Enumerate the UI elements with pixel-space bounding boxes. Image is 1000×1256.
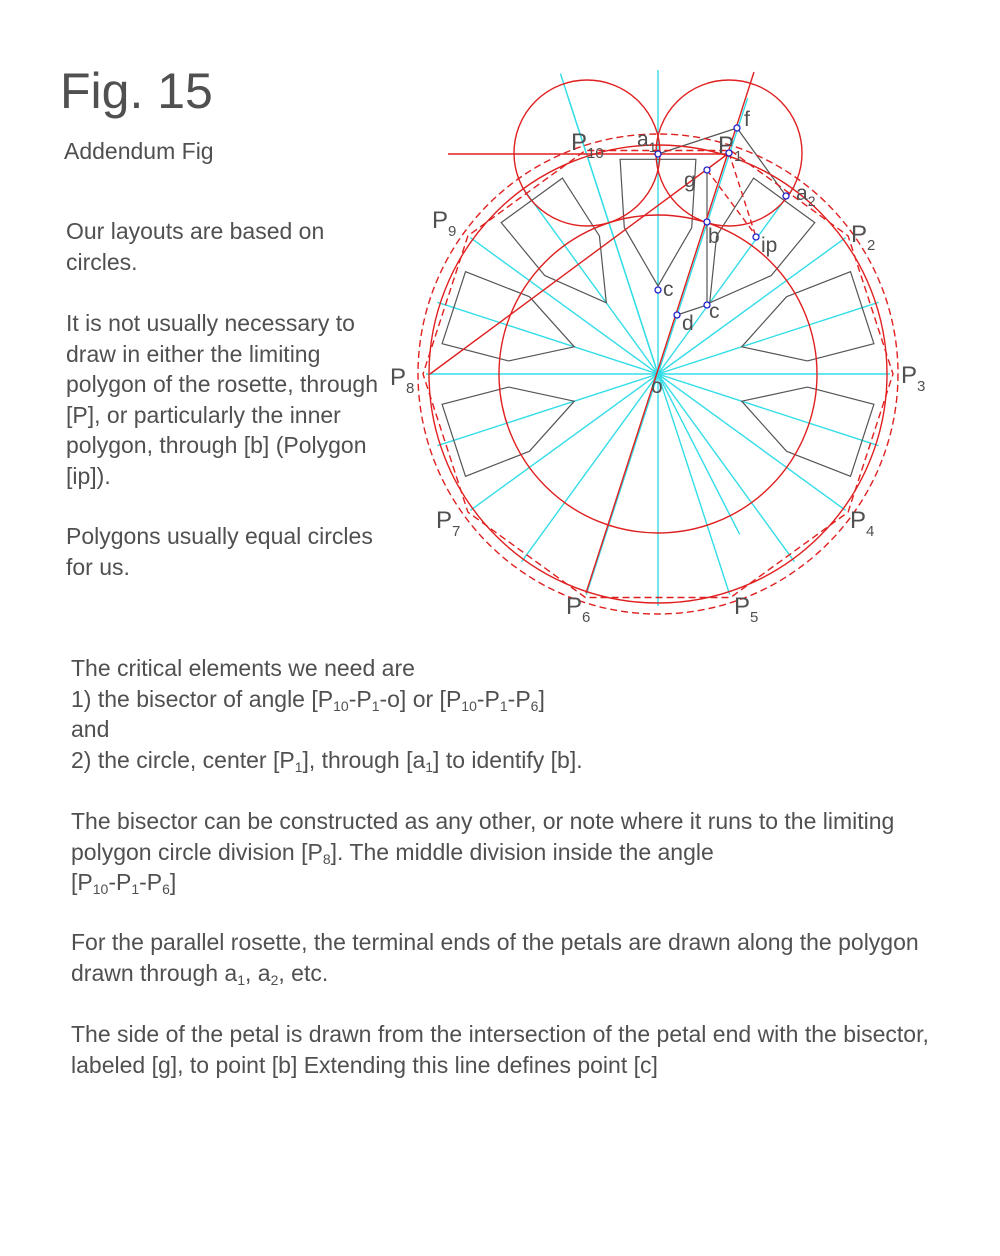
petal-end-7 bbox=[787, 387, 874, 476]
label-ip: ip bbox=[761, 234, 778, 257]
label-p10: $P_{10}$ bbox=[571, 129, 604, 162]
point-a2 bbox=[783, 193, 789, 199]
figure-subtitle: Addendum Fig bbox=[64, 138, 214, 164]
label-g: g bbox=[684, 169, 696, 192]
petal-side-paragraph: The side of the petal is drawn from the intersection of the petal end with the bisector, labeled [g], to point [b] Extending this line defines point [c] bbox=[71, 1021, 929, 1078]
label-f: f bbox=[744, 108, 750, 131]
label-p3: $P_3$ bbox=[901, 362, 926, 395]
side-paragraph-polygons: It is not usually necessary to draw in either the limiting polygon of the rosette, through [P], or particularly the inner polygon, through [b] (Polygon [ip]). bbox=[66, 310, 378, 489]
label-o: o bbox=[651, 375, 663, 398]
side-paragraph-equal: Polygons usually equal circles for us. bbox=[66, 523, 373, 580]
petal-end-5 bbox=[787, 272, 874, 361]
label-p8: $P_8$ bbox=[390, 364, 415, 397]
point-g bbox=[704, 167, 710, 173]
cyan-ray-13 bbox=[522, 374, 658, 562]
label-p4: $P_4$ bbox=[850, 507, 875, 540]
critical-and: and bbox=[71, 716, 110, 742]
label-d: d bbox=[682, 312, 694, 335]
critical-item-1: 1) the bisector of angle $[P_{10}-P_1-o]$ or $[P_{10}-P_1-P_6]$ bbox=[71, 685, 545, 714]
cyan-ray-4 bbox=[658, 238, 846, 374]
petal-end-1 bbox=[442, 272, 529, 361]
label-p6: $P_6$ bbox=[566, 593, 591, 626]
bisector-paragraph: The bisector can be constructed as any other, or note where it runs to the limiting polygon circle division $[P_8]$. The middle division inside the angle $[P_{10}-P_1-P_6]$ bbox=[71, 808, 895, 897]
cyan-ray-15 bbox=[437, 374, 658, 446]
label-p5: $P_5$ bbox=[734, 593, 759, 626]
label-a2: $a_2$ bbox=[796, 182, 816, 209]
cyan-ray-extended bbox=[560, 74, 658, 375]
label-p9: $P_9$ bbox=[432, 207, 457, 240]
petal-side-2 bbox=[545, 236, 607, 303]
label-c-left: c bbox=[663, 278, 674, 301]
point-d bbox=[674, 312, 680, 318]
label-p7: $P_7$ bbox=[436, 507, 461, 540]
critical-intro: The critical elements we need are bbox=[71, 655, 415, 681]
label-c-right: c bbox=[709, 300, 720, 323]
label-p2: $P_2$ bbox=[851, 221, 876, 254]
cyan-ray-3 bbox=[658, 186, 794, 374]
critical-item-2: 2) the circle, center $[P_1]$, through $[a_1]$ to identify [b]. bbox=[71, 746, 583, 775]
petal-end-6 bbox=[442, 387, 529, 476]
cyan-ray-8 bbox=[658, 374, 846, 510]
cyan-ray-lower bbox=[658, 374, 740, 534]
point-f bbox=[734, 125, 740, 131]
cyan-ray-17 bbox=[437, 302, 658, 374]
cyan-ray-7 bbox=[658, 374, 879, 446]
parallel-rosette-paragraph: For the parallel rosette, the terminal ends of the petals are drawn along the polygon drawn through $a_1$, $a_2$, etc. bbox=[71, 929, 919, 988]
label-b: b bbox=[708, 225, 720, 248]
label-p1: $P_1$ bbox=[718, 132, 743, 165]
label-a1: $a_1$ bbox=[637, 128, 657, 155]
point-c-left bbox=[655, 287, 661, 293]
cyan-ray-14 bbox=[470, 374, 658, 510]
cyan-ray-10 bbox=[658, 374, 730, 595]
figure-title: Fig. 15 bbox=[60, 63, 213, 119]
cyan-ray-19 bbox=[522, 186, 658, 374]
cyan-ray-9 bbox=[658, 374, 794, 562]
side-paragraph-circles: Our layouts are based on circles. bbox=[66, 218, 325, 275]
cyan-ray-12 bbox=[586, 374, 658, 595]
point-ip bbox=[753, 234, 759, 240]
cyan-ray-18 bbox=[470, 238, 658, 374]
